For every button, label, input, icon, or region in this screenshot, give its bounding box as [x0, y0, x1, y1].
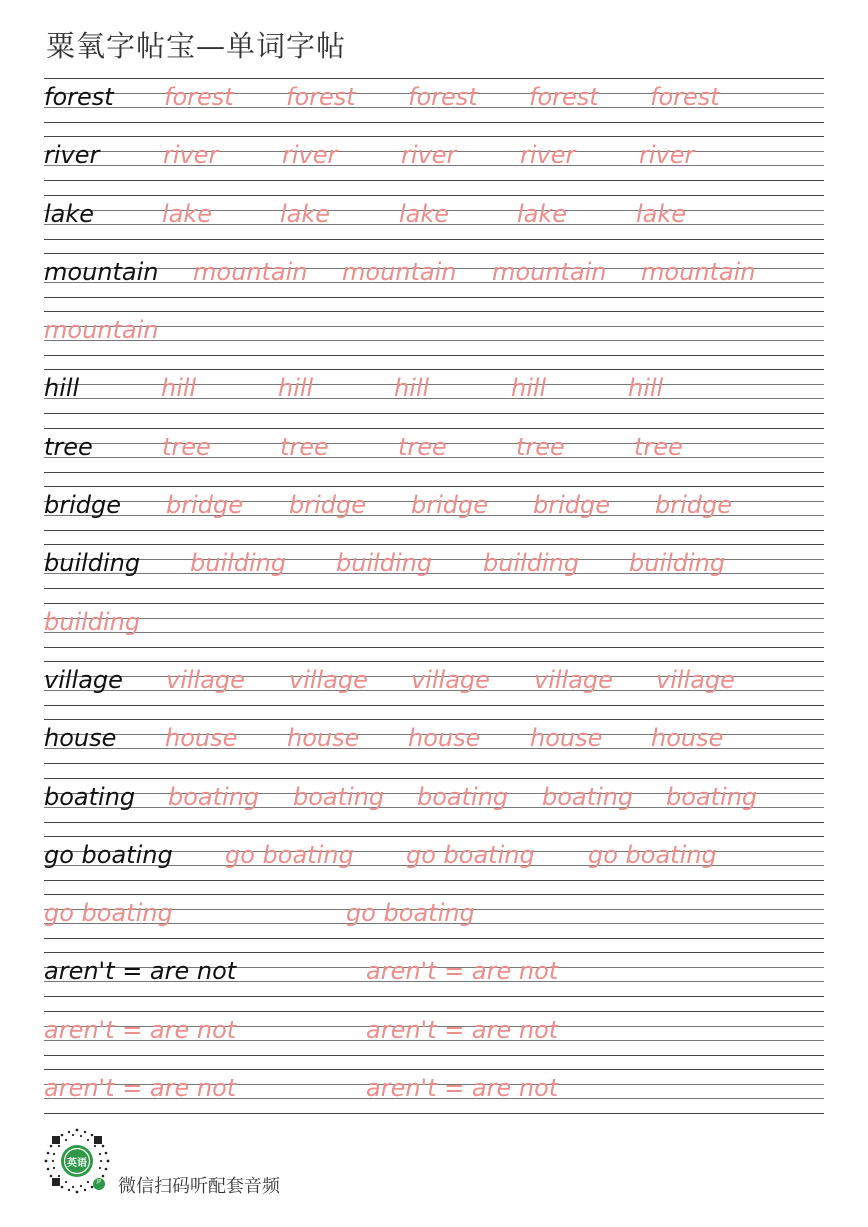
trace-word: hill [278, 374, 314, 403]
ruling-line [44, 122, 824, 123]
model-word: forest [44, 83, 114, 111]
ruling-line [44, 544, 824, 545]
ruling-line [44, 413, 824, 414]
model-word: village [44, 665, 123, 694]
trace-word: hill [161, 374, 197, 403]
ruling-line [44, 326, 824, 327]
ruling-line [44, 952, 824, 953]
ruling-line [44, 996, 824, 997]
qr-code[interactable] [42, 1126, 112, 1196]
practice-row [44, 303, 824, 361]
practice-sheet [44, 70, 824, 1119]
ruling-line [44, 822, 824, 823]
ruling-line [44, 778, 824, 779]
trace-word: bridge [166, 491, 244, 520]
ruling-line [44, 719, 824, 720]
practice-row [44, 595, 824, 653]
ruling-line [44, 894, 824, 895]
trace-word: mountain [342, 257, 457, 286]
trace-word: go boating [588, 840, 717, 869]
trace-word: building [44, 607, 141, 636]
ruling-line [44, 530, 824, 531]
practice-row [44, 828, 824, 886]
ruling-line [44, 1069, 824, 1070]
trace-word: forest [286, 83, 356, 111]
trace-word: go boating [225, 840, 354, 869]
trace-word: tree [280, 432, 329, 461]
practice-row [44, 420, 824, 478]
ruling-line [44, 588, 824, 589]
trace-word: river [639, 141, 695, 170]
ruling-line [44, 705, 824, 706]
trace-word: boating [417, 782, 509, 811]
model-word: building [44, 549, 141, 578]
trace-word: forest [529, 83, 599, 111]
page-title: 粟氧字帖宝—单词字帖 [46, 29, 347, 63]
ruling-line [44, 1011, 824, 1012]
practice-row [44, 245, 824, 303]
trace-word: bridge [411, 491, 489, 520]
trace-word: boating [168, 782, 260, 811]
practice-row [44, 361, 824, 419]
trace-word: house [530, 724, 603, 753]
ruling-line [44, 136, 824, 137]
ruling-line [44, 1055, 824, 1056]
trace-word: bridge [655, 491, 733, 520]
model-word: river [44, 141, 100, 170]
trace-word: hill [511, 374, 547, 403]
trace-word: lake [399, 199, 450, 228]
model-word: bridge [44, 491, 122, 520]
ruling-line [44, 428, 824, 429]
practice-row [44, 1003, 824, 1061]
trace-word: building [336, 549, 433, 578]
model-word: go boating [44, 840, 173, 869]
trace-word: village [289, 665, 368, 694]
model-word: tree [44, 432, 93, 461]
trace-word: boating [293, 782, 385, 811]
trace-word: river [520, 141, 576, 170]
ruling-line [44, 78, 824, 79]
model-word: mountain [44, 257, 159, 286]
trace-word: bridge [289, 491, 367, 520]
model-word: aren't = are not [44, 957, 237, 986]
ruling-line [44, 661, 824, 662]
trace-word: village [411, 665, 490, 694]
trace-word: village [166, 665, 245, 694]
trace-word: tree [634, 432, 683, 461]
ruling-line [44, 618, 824, 619]
ruling-line [44, 603, 824, 604]
ruling-line [44, 239, 824, 240]
trace-word: lake [636, 199, 687, 228]
practice-row [44, 886, 824, 944]
trace-word: river [163, 141, 219, 170]
model-word: lake [44, 199, 95, 228]
ruling-line [44, 836, 824, 837]
ruling-line [44, 938, 824, 939]
practice-row [44, 187, 824, 245]
trace-word: forest [408, 83, 478, 111]
trace-word: lake [517, 199, 568, 228]
trace-word: aren't = are not [44, 1074, 237, 1103]
qr-sub-label: JP [96, 1179, 102, 1185]
practice-row [44, 653, 824, 711]
ruling-line [44, 647, 824, 648]
practice-row [44, 70, 824, 128]
trace-word: house [165, 724, 238, 753]
model-word: boating [44, 782, 136, 811]
ruling-line [44, 763, 824, 764]
trace-word: tree [516, 432, 565, 461]
trace-word: building [483, 549, 580, 578]
trace-word: boating [666, 782, 758, 811]
trace-word: aren't = are not [366, 1015, 559, 1044]
ruling-line [44, 472, 824, 473]
ruling-line [44, 355, 824, 356]
trace-word: house [408, 724, 481, 753]
ruling-line [44, 632, 824, 633]
model-word: hill [44, 374, 80, 403]
practice-row [44, 770, 824, 828]
qr-badge-label: 英语 [67, 1158, 87, 1169]
ruling-line [44, 297, 824, 298]
ruling-line [44, 311, 824, 312]
trace-word: village [534, 665, 613, 694]
trace-word: mountain [44, 316, 159, 345]
trace-word: mountain [641, 257, 756, 286]
trace-word: building [629, 549, 726, 578]
trace-word: lake [162, 199, 213, 228]
practice-row [44, 1061, 824, 1119]
trace-word: aren't = are not [366, 1074, 559, 1103]
trace-word: house [287, 724, 360, 753]
trace-word: aren't = are not [44, 1015, 237, 1044]
trace-word: go boating [346, 899, 475, 928]
trace-word: go boating [406, 840, 535, 869]
trace-word: house [651, 724, 724, 753]
model-word: house [44, 724, 117, 753]
trace-word: lake [280, 199, 331, 228]
trace-word: go boating [44, 899, 173, 928]
trace-word: forest [164, 83, 234, 111]
trace-word: bridge [533, 491, 611, 520]
ruling-line [44, 253, 824, 254]
trace-word: forest [650, 83, 720, 111]
ruling-line [44, 369, 824, 370]
trace-word: tree [162, 432, 211, 461]
trace-word: mountain [492, 257, 607, 286]
practice-row [44, 944, 824, 1002]
practice-row [44, 536, 824, 594]
practice-row [44, 711, 824, 769]
trace-word: hill [394, 374, 430, 403]
trace-word: river [401, 141, 457, 170]
trace-word: mountain [193, 257, 308, 286]
practice-row [44, 128, 824, 186]
trace-word: hill [628, 374, 664, 403]
audio-instruction-text: 微信扫码听配套音频 [118, 1176, 280, 1197]
trace-word: boating [542, 782, 634, 811]
ruling-line [44, 180, 824, 181]
trace-word: aren't = are not [366, 957, 559, 986]
ruling-line [44, 880, 824, 881]
trace-word: building [190, 549, 287, 578]
trace-word: tree [398, 432, 447, 461]
practice-row [44, 478, 824, 536]
ruling-line [44, 1113, 824, 1114]
ruling-line [44, 340, 824, 341]
ruling-line [44, 486, 824, 487]
trace-word: river [282, 141, 338, 170]
ruling-line [44, 195, 824, 196]
trace-word: village [656, 665, 735, 694]
